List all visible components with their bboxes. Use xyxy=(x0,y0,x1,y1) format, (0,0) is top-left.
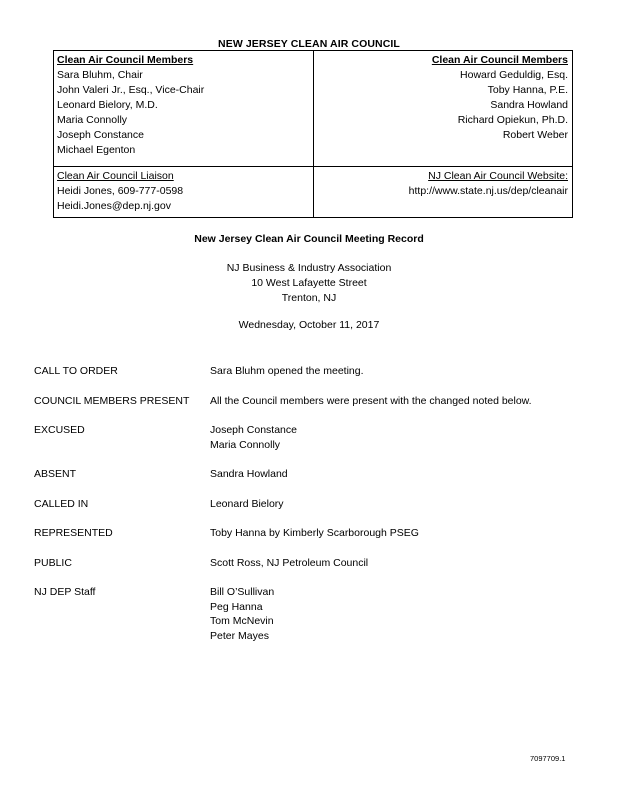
entry-dep-staff xyxy=(34,585,594,643)
entry-value: All the Council members were present with the changed noted below. xyxy=(210,394,532,407)
entry-value: Leonard Bielory xyxy=(210,497,284,510)
entry-value: Tom McNevin xyxy=(210,615,274,627)
document-title: NEW JERSEY CLEAN AIR COUNCIL xyxy=(218,38,400,50)
member-name: Sara Bluhm, Chair xyxy=(57,69,143,81)
address-line: Trenton, NJ xyxy=(281,292,337,304)
member-name: John Valeri Jr., Esq., Vice-Chair xyxy=(57,84,205,96)
members-right-cell xyxy=(313,51,573,167)
liaison-phone: Heidi Jones, 609-777-0598 xyxy=(57,185,184,197)
members-right-heading: Clean Air Council Members xyxy=(431,54,568,66)
entry-call-to-order xyxy=(34,364,594,379)
document-number: 7097709.1 xyxy=(530,754,566,763)
entry-label: NJ DEP Staff xyxy=(34,586,96,598)
entry-excused xyxy=(34,423,594,452)
entry-absent xyxy=(34,467,594,482)
entry-value: Maria Connolly xyxy=(210,438,281,451)
member-name: Toby Hanna, P.E. xyxy=(487,84,568,96)
meeting-date: Wednesday, October 11, 2017 xyxy=(238,319,380,331)
address-line: 10 West Lafayette Street xyxy=(251,277,367,289)
entry-value: Joseph Constance xyxy=(210,424,297,436)
website-link[interactable]: http://www.state.nj.us/dep/cleanair xyxy=(408,185,568,197)
website-cell xyxy=(313,167,573,218)
liaison-email[interactable]: Heidi.Jones@dep.nj.gov xyxy=(57,200,171,212)
entry-label: ABSENT xyxy=(34,468,77,480)
entry-value: Scott Ross, NJ Petroleum Council xyxy=(210,556,369,569)
entry-value: Sara Bluhm opened the meeting. xyxy=(210,365,364,377)
entry-label: CALLED IN xyxy=(34,497,89,510)
member-name: Leonard Bielory, M.D. xyxy=(57,99,158,111)
website-heading: NJ Clean Air Council Website: xyxy=(428,170,568,182)
entry-public xyxy=(34,556,594,571)
address-line: NJ Business & Industry Association xyxy=(226,262,392,274)
meeting-record-title: New Jersey Clean Air Council Meeting Record xyxy=(194,233,424,245)
members-row xyxy=(54,51,573,167)
member-name: Howard Geduldig, Esq. xyxy=(460,69,568,81)
liaison-row xyxy=(54,167,573,218)
member-name: Maria Connolly xyxy=(57,114,128,126)
member-name: Robert Weber xyxy=(502,129,568,141)
member-name: Sandra Howland xyxy=(490,99,568,111)
council-members-table xyxy=(53,50,573,218)
entry-represented xyxy=(34,526,594,541)
entry-value: Sandra Howland xyxy=(210,468,288,480)
entry-members-present xyxy=(34,394,594,409)
liaison-cell xyxy=(54,167,314,218)
members-left-heading: Clean Air Council Members xyxy=(57,54,194,66)
entry-label: EXCUSED xyxy=(34,424,85,436)
entry-label: PUBLIC xyxy=(34,556,72,569)
entry-called-in xyxy=(34,497,594,512)
meeting-address xyxy=(0,261,618,306)
entry-value: Peter Mayes xyxy=(210,629,269,642)
entry-value: Bill O’Sullivan xyxy=(210,586,275,598)
entry-label: CALL TO ORDER xyxy=(34,365,118,377)
liaison-heading: Clean Air Council Liaison xyxy=(57,170,174,182)
members-left-cell xyxy=(54,51,314,167)
entry-value: Toby Hanna by Kimberly Scarborough PSEG xyxy=(210,527,419,539)
member-name: Joseph Constance xyxy=(57,129,144,141)
member-name: Richard Opiekun, Ph.D. xyxy=(457,114,568,126)
entry-label: COUNCIL MEMBERS PRESENT xyxy=(34,394,190,407)
entry-value: Peg Hanna xyxy=(210,600,263,613)
meeting-entries xyxy=(34,364,594,643)
entry-label: REPRESENTED xyxy=(34,527,113,539)
member-name: Michael Egenton xyxy=(57,144,136,156)
